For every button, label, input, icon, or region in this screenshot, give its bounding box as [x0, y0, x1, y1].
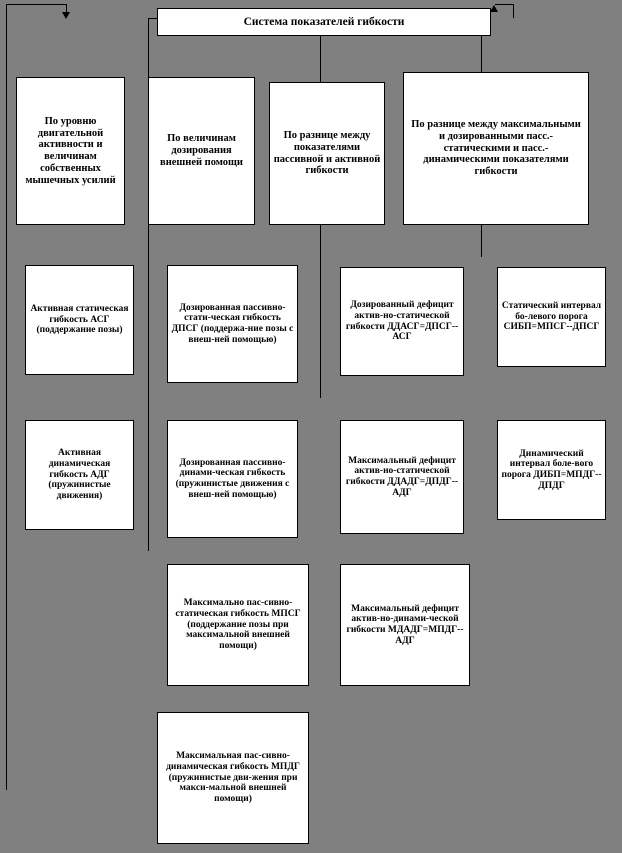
- indicator-box-col3-3: [340, 564, 470, 686]
- indicator-label-col2-3: Максимально пас-сивно-статическая гибкость МПСГ (поддержание позы при максимальной внешней помощи): [175, 598, 301, 651]
- indicator-box-col2-1: [167, 265, 298, 383]
- indicator-label-col4-1: Статический интервал бо-левого порога СИБП=МПСГ--ДПСГ: [501, 301, 602, 333]
- indicator-box-col4-2: [497, 420, 606, 520]
- arrow-from-title-right: [490, 5, 498, 12]
- indicator-box-col1-2: [25, 420, 134, 530]
- indicator-box-col1-1: [25, 265, 134, 375]
- criterion-label-4: По разнице между максимальными и дозированными пасс.-статическими и пасс.-динамическими показателями гибкости: [411, 119, 581, 178]
- indicator-label-col1-2: Активная динамическая гибкость АДГ (пружинистые движения): [48, 448, 111, 501]
- indicator-box-col4-1: [497, 267, 606, 367]
- indicator-box-col2-3: [167, 564, 309, 686]
- criterion-box-2: [148, 77, 255, 225]
- criterion-label-3: По разнице между показателями пассивной и активной гибкости: [273, 130, 381, 177]
- indicator-box-col2-2: [167, 420, 298, 538]
- criterion-label-2: По величинам дозирования внешней помощи: [160, 133, 243, 168]
- indicator-box-col3-1: [340, 267, 464, 376]
- indicator-box-col2-4: [157, 712, 309, 844]
- indicator-label-col4-2: Динамический интервал боле-вого порога ДИБП=МПДГ--ДПДГ: [501, 448, 602, 491]
- connector-horizontal-top-left: [6, 4, 67, 5]
- indicator-label-col2-1: Дозированная пассивно-стати-ческая гибкость ДПСГ (поддержа-ние позы с внеш-ней помощью): [171, 302, 294, 345]
- indicator-label-col2-4: Максимальная пас-сивно-динамическая гибкость МПДГ (пружинистые дви-жения при макси-мальной внешней помощи): [166, 751, 300, 804]
- indicator-label-col2-2: Дозированная пассивно-динами-ческая гибкость (пружинистые движения с внеш-ней помощью): [175, 457, 290, 500]
- connector-vertical-left-outer: [6, 4, 7, 790]
- criterion-box-4: [403, 72, 589, 225]
- indicator-label-col1-1: Активная статическая гибкость АСГ (поддержание позы): [30, 304, 129, 336]
- criterion-box-1: [16, 77, 125, 225]
- arrow-into-title-left: [62, 12, 70, 19]
- connector-vertical-right-outer: [513, 4, 514, 18]
- criterion-box-3: [269, 82, 385, 225]
- diagram-title: Система показателей гибкости: [243, 15, 405, 28]
- indicator-label-col3-2: Максимальный дефицит актив-но-статической гибкости ДДАДГ=ДПДГ--АДГ: [345, 455, 459, 498]
- indicator-label-col3-1: Дозированный дефицит актив-но-статической гибкости ДДАСГ=ДПСГ--АСГ: [345, 300, 459, 343]
- indicator-box-col3-2: [340, 420, 464, 534]
- indicator-label-col3-3: Максимальный дефицит актив-но-динами-ческой гибкости МДАДГ=МПДГ--АДГ: [346, 603, 464, 646]
- diagram-title-box: [157, 8, 491, 36]
- criterion-label-1: По уровню двигательной активности и величинам собственных мышечных усилий: [25, 115, 116, 186]
